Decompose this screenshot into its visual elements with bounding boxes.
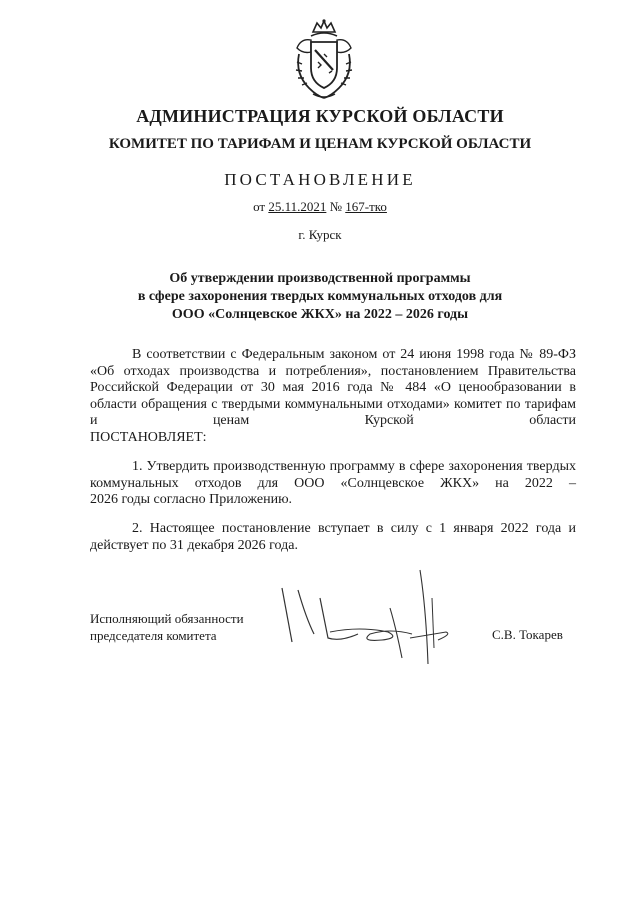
title-line: ООО «Солнцевское ЖКХ» на 2022 – 2026 годы (171, 307, 469, 322)
position-line: председателя комитета (90, 628, 217, 643)
handwritten-signature-icon (270, 568, 470, 668)
number-prefix: № (329, 199, 343, 214)
document-title (0, 270, 640, 324)
paragraph-item-2-end: действует по 31 декабря 2026 года. (90, 538, 298, 553)
paragraph-preamble-end: ПОСТАНОВЛЯЕТ: (90, 430, 207, 445)
paragraph-item-1-end: 2026 годы согласно Приложению. (90, 492, 293, 507)
signatory-position (90, 610, 244, 644)
administration-title: АДМИНИСТРАЦИЯ КУРСКОЙ ОБЛАСТИ (136, 106, 504, 126)
committee-title: КОМИТЕТ ПО ТАРИФАМ И ЦЕНАМ КУРСКОЙ ОБЛАСТИ (108, 136, 532, 152)
coat-of-arms-icon (291, 18, 357, 102)
title-line: Об утверждении производственной программы (169, 271, 471, 286)
paragraph-item-1: 1. Утвердить производственную программу в сфере захоронения твердых коммунальных отходов для ООО «Солнцевское ЖКХ» на 2022 – (90, 459, 576, 491)
signatory-name: С.В. Токарев (492, 627, 563, 642)
date-number-line (0, 199, 640, 215)
paragraph-preamble: В соответствии с Федеральным законом от 24 июня 1998 года № 89-ФЗ «Об отходах производства и потребления», постановлением Правительства Российской Федерации от 30 мая 2016 года № 484 «О ценообразовании в области обращения с твердыми коммунальными отходами» комитет по тарифам и ценам Курской области (90, 347, 576, 428)
city: г. Курск (298, 227, 342, 242)
position-line: Исполняющий обязанности (90, 611, 244, 626)
document-type: ПОСТАНОВЛЕНИЕ (224, 170, 416, 189)
document-number: 167-тко (345, 199, 387, 214)
document-date: 25.11.2021 (268, 199, 327, 214)
paragraph-item-2: 2. Настоящее постановление вступает в силу с 1 января 2022 года и (132, 521, 576, 536)
title-line: в сфере захоронения твердых коммунальных отходов для (137, 289, 503, 304)
date-prefix: от (253, 199, 266, 214)
